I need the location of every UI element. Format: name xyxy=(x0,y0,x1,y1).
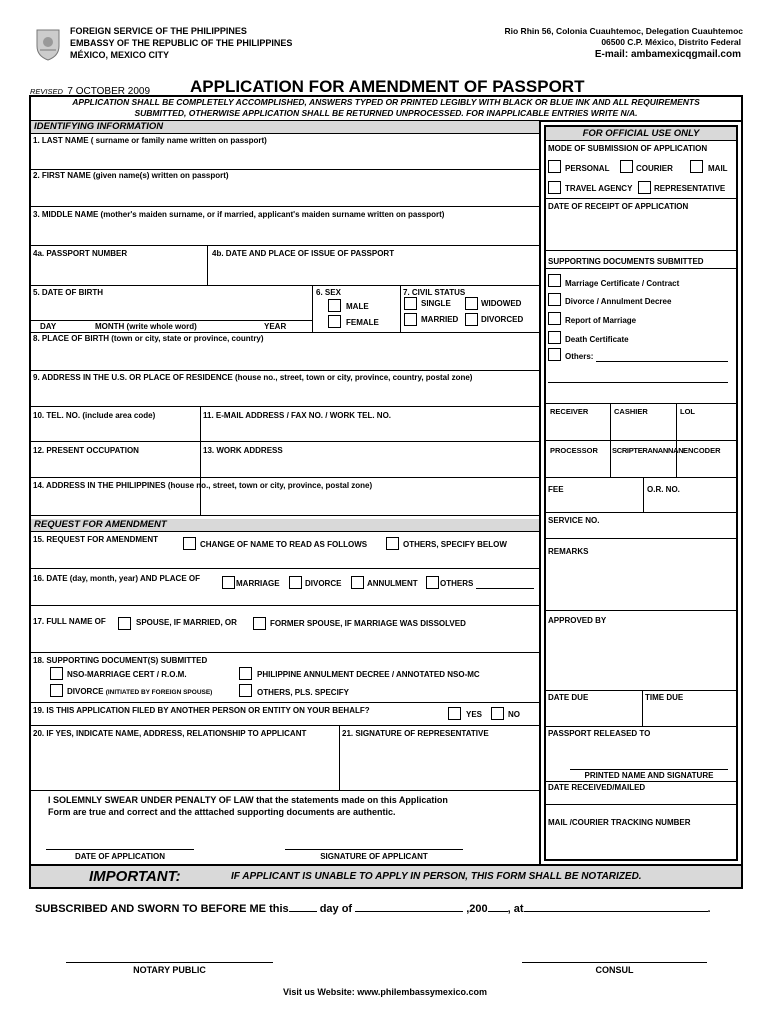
mode-personal-checkbox[interactable] xyxy=(548,160,561,173)
divorce-doc-checkbox[interactable] xyxy=(50,684,63,697)
marriage-label: MARRIAGE xyxy=(236,579,280,588)
mode-travel-agency-label: TRAVEL AGENCY xyxy=(565,184,633,193)
nso-marriage-checkbox[interactable] xyxy=(50,667,63,680)
tracking-number-label: MAIL /COURIER TRACKING NUMBER xyxy=(548,818,691,827)
embassy-address-2: 06500 C.P. México, Distrito Federal xyxy=(601,37,741,47)
annulment-label: ANNULMENT xyxy=(367,579,418,588)
passport-issue-input[interactable] xyxy=(210,262,536,282)
date-received-label: DATE RECEIVED/MAILED xyxy=(548,783,646,792)
remarks-label: REMARKS xyxy=(548,547,589,556)
or-number-label: O.R. NO. xyxy=(647,485,680,494)
occupation-label: 12. PRESENT OCCUPATION xyxy=(33,446,139,455)
others-event-label: OTHERS xyxy=(440,579,474,588)
subscribed-line: SUBSCRIBED AND SWORN TO BEFORE ME this day of ,200 , at . xyxy=(35,903,711,915)
dob-label: 5. DATE OF BIRTH xyxy=(33,288,104,297)
divorce-decree-checkbox[interactable] xyxy=(548,293,561,306)
filed-by-another-label: 19. IS THIS APPLICATION FILED BY ANOTHER PERSON OR ENTITY ON YOUR BEHALF? xyxy=(33,706,370,715)
us-address-input[interactable] xyxy=(31,385,537,405)
passport-number-label: 4a. PASSPORT NUMBER xyxy=(33,249,128,258)
encoder-label: ENCODER xyxy=(683,446,721,455)
others-specify-checkbox[interactable] xyxy=(386,537,399,550)
official-use-header: FOR OFFICIAL USE ONLY xyxy=(546,127,736,140)
official-use-box xyxy=(544,125,738,861)
middle-name-label: 3. MIDDLE NAME (mother's maiden surname, or if married, applicant's maiden surname written on passport) xyxy=(33,210,445,219)
section-identifying: IDENTIFYING INFORMATION xyxy=(31,121,539,133)
civil-divorced-label: DIVORCED xyxy=(481,315,524,324)
date-receipt-label: DATE OF RECEIPT OF APPLICATION xyxy=(548,202,689,211)
report-marriage-label: Report of Marriage xyxy=(565,316,637,325)
annulment-checkbox[interactable] xyxy=(351,576,364,589)
marriage-cert-label: Marriage Certificate / Contract xyxy=(565,279,680,288)
ph-annulment-label: PHILIPPINE ANNULMENT DECREE / ANNOTATED NSO-MC xyxy=(257,670,480,679)
processor-label: PROCESSOR xyxy=(550,446,598,455)
divorce-doc-note: (INITIATED BY FOREIGN SPOUSE) xyxy=(105,689,213,696)
change-name-label: CHANGE OF NAME TO READ AS FOLLOWS xyxy=(200,540,368,549)
marriage-checkbox[interactable] xyxy=(222,576,235,589)
signature-of-applicant-label: SIGNATURE OF APPLICANT xyxy=(320,852,428,861)
spouse-label: SPOUSE, IF MARRIED, OR xyxy=(136,618,237,627)
former-spouse-label: FORMER SPOUSE, IF MARRIAGE WAS DISSOLVED xyxy=(270,619,466,628)
form-title: APPLICATION FOR AMENDMENT OF PASSPORT xyxy=(190,77,585,96)
date-due-label: DATE DUE xyxy=(548,693,589,702)
embassy-email: E-mail: ambamexicqgmail.com xyxy=(594,49,741,60)
others-doc-label: OTHERS, PLS. SPECIFY xyxy=(257,688,350,697)
sex-label: 6. SEX xyxy=(316,288,341,297)
supporting-submitted-label: SUPPORTING DOCUMENTS SUBMITTED xyxy=(548,257,704,266)
filed-no-label: NO xyxy=(508,710,520,719)
cashier-label: CASHIER xyxy=(614,407,648,416)
tel-label: 10. TEL. NO. (include area code) xyxy=(33,411,156,420)
others-doc-checkbox[interactable] xyxy=(239,684,252,697)
marriage-cert-checkbox[interactable] xyxy=(548,274,561,287)
civil-divorced-checkbox[interactable] xyxy=(465,313,478,326)
service-number-label: SERVICE NO. xyxy=(548,516,600,525)
oath-line-2: Form are true and correct and the atttached supporting documents are authentic. xyxy=(48,807,396,817)
representative-info-label: 20. IF YES, INDICATE NAME, ADDRESS, RELATIONSHIP TO APPLICANT xyxy=(33,729,307,738)
middle-name-input[interactable] xyxy=(31,222,537,242)
important-bar xyxy=(29,864,743,889)
civil-status-label: 7. CIVIL STATUS xyxy=(403,288,466,297)
civil-single-label: SINGLE xyxy=(421,299,451,308)
instructions-1: APPLICATION SHALL BE COMPLETELY ACCOMPLISHED, ANSWERS TYPED OR PRINTED LEGIBLY WITH BLACK OR BLUE INK AND ALL REQUIREMENTS xyxy=(72,97,700,107)
approved-by-label: APPROVED BY xyxy=(548,616,607,625)
mode-representative-checkbox[interactable] xyxy=(638,181,651,194)
sex-female-checkbox[interactable] xyxy=(328,315,341,328)
important-text: IF APPLICANT IS UNABLE TO APPLY IN PERSON, THIS FORM SHALL BE NOTARIZED. xyxy=(231,871,642,882)
former-spouse-checkbox[interactable] xyxy=(253,617,266,630)
dob-year-label: YEAR xyxy=(264,322,287,331)
divorce-doc-label: DIVORCE xyxy=(67,687,104,696)
sex-male-label: MALE xyxy=(346,302,369,311)
passport-issue-label: 4b. DATE AND PLACE OF ISSUE OF PASSPORT xyxy=(212,249,395,258)
dob-month-label: MONTH (write whole word) xyxy=(95,322,197,331)
mode-mail-label: MAIL xyxy=(708,164,728,173)
filed-yes-label: YES xyxy=(466,710,483,719)
lol-label: LOL xyxy=(680,407,695,416)
mode-representative-label: REPRESENTATIVE xyxy=(654,184,726,193)
section-request: REQUEST FOR AMENDMENT xyxy=(31,519,539,531)
passport-number-input[interactable] xyxy=(31,262,205,282)
others-official-checkbox[interactable] xyxy=(548,348,561,361)
divorce-label: DIVORCE xyxy=(305,579,342,588)
first-name-label: 2. FIRST NAME (given name(s) written on passport) xyxy=(33,171,229,180)
website-link[interactable]: Visit us Website: www.philembassymexico.com xyxy=(283,987,487,997)
place-of-birth-input[interactable] xyxy=(31,346,537,366)
mode-personal-label: PERSONAL xyxy=(565,164,610,173)
ph-address-label: 14. ADDRESS IN THE PHILIPPINES (house no., street, town or city, province, postal zone) xyxy=(33,481,373,490)
header-city: MÉXICO, MEXICO CITY xyxy=(70,50,170,60)
representative-signature-label: 21. SIGNATURE OF REPRESENTATIVE xyxy=(342,729,489,738)
filed-yes-checkbox[interactable] xyxy=(448,707,461,720)
change-name-checkbox[interactable] xyxy=(183,537,196,550)
oath-line-1: I SOLEMNLY SWEAR UNDER PENALTY OF LAW that the statements made on this Application xyxy=(48,795,448,805)
others-specify-label: OTHERS, SPECIFY BELOW xyxy=(403,540,507,549)
header-embassy: EMBASSY OF THE REPUBLIC OF THE PHILIPPINES xyxy=(70,38,293,48)
last-name-label: 1. LAST NAME ( surname or family name written on passport) xyxy=(33,136,267,145)
dob-day-label: DAY xyxy=(40,322,57,331)
civil-widowed-label: WIDOWED xyxy=(481,299,522,308)
revised-date: 7 OCTOBER 2009 xyxy=(67,86,151,97)
time-due-label: TIME DUE xyxy=(645,693,684,702)
divorce-decree-label: Divorce / Annulment Decree xyxy=(565,297,672,306)
request-label: 15. REQUEST FOR AMENDMENT xyxy=(33,535,159,544)
full-name-label: 17. FULL NAME OF xyxy=(33,617,106,626)
important-label: IMPORTANT: xyxy=(89,868,181,885)
fee-label: FEE xyxy=(548,485,564,494)
us-address-label: 9. ADDRESS IN THE U.S. OR PLACE OF RESIDENCE (house no., street, town or city, province, country, postal zone) xyxy=(33,373,473,382)
supporting-docs-label: 18. SUPPORTING DOCUMENT(S) SUBMITTED xyxy=(33,656,208,665)
first-name-input[interactable] xyxy=(31,183,537,203)
filed-no-checkbox[interactable] xyxy=(491,707,504,720)
spouse-checkbox[interactable] xyxy=(118,617,131,630)
death-cert-checkbox[interactable] xyxy=(548,331,561,344)
ph-annulment-checkbox[interactable] xyxy=(239,667,252,680)
sex-female-label: FEMALE xyxy=(346,318,379,327)
scripter-label: SCRIPTERANANNAN xyxy=(612,446,684,455)
embassy-address-1: Rio Rhin 56, Colonia Cuauhtemoc, Delegation Cuauhtemoc xyxy=(504,26,743,36)
sex-male-checkbox[interactable] xyxy=(328,299,341,312)
mode-courier-label: COURIER xyxy=(636,164,673,173)
revised-label: REVISED xyxy=(30,87,63,96)
header-service: FOREIGN SERVICE OF THE PHILIPPINES xyxy=(70,26,247,36)
mode-courier-checkbox[interactable] xyxy=(620,160,633,173)
philippine-seal-icon xyxy=(34,26,62,62)
notary-public-label: NOTARY PUBLIC xyxy=(133,965,206,975)
last-name-input[interactable] xyxy=(31,148,537,168)
email-fax-label: 11. E-MAIL ADDRESS / FAX NO. / WORK TEL. NO. xyxy=(203,411,392,420)
report-marriage-checkbox[interactable] xyxy=(548,312,561,325)
instructions-2: SUBMITTED, OTHERWISE APPLICATION SHALL BE RETURNED UNPROCESSED. FOR INAPPLICABLE ENTRIES WRITE N/A. xyxy=(134,108,638,118)
mode-travel-agency-checkbox[interactable] xyxy=(548,181,561,194)
civil-married-label: MARRIED xyxy=(421,315,459,324)
others-event-checkbox[interactable] xyxy=(426,576,439,589)
others-official-label: Others: xyxy=(565,352,594,361)
printed-name-label: PRINTED NAME AND SIGNATURE xyxy=(584,771,714,780)
receiver-label: RECEIVER xyxy=(550,407,589,416)
civil-single-checkbox[interactable] xyxy=(404,297,417,310)
event-date-label: 16. DATE (day, month, year) AND PLACE OF xyxy=(33,574,200,583)
mode-of-submission-label: MODE OF SUBMISSION OF APPLICATION xyxy=(548,144,708,153)
passport-released-label: PASSPORT RELEASED TO xyxy=(548,729,651,738)
death-cert-label: Death Certificate xyxy=(565,335,629,344)
divorce-checkbox[interactable] xyxy=(289,576,302,589)
mode-mail-checkbox[interactable] xyxy=(690,160,703,173)
nso-marriage-label: NSO-MARRIAGE CERT / R.O.M. xyxy=(67,670,187,679)
place-of-birth-label: 8. PLACE OF BIRTH (town or city, state or province, country) xyxy=(33,334,264,343)
civil-widowed-checkbox[interactable] xyxy=(465,297,478,310)
work-address-label: 13. WORK ADDRESS xyxy=(203,446,283,455)
date-of-application-label: DATE OF APPLICATION xyxy=(74,852,166,861)
civil-married-checkbox[interactable] xyxy=(404,313,417,326)
consul-label: CONSUL xyxy=(595,965,634,975)
